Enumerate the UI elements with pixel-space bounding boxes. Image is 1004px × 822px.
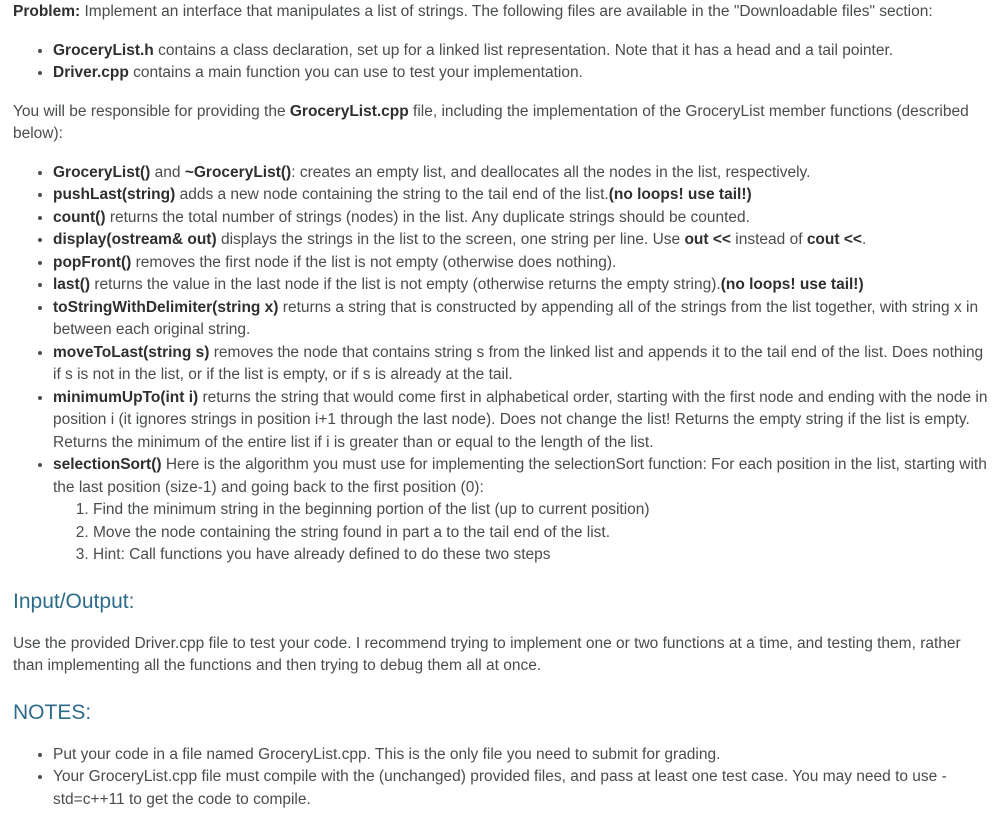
function-desc: and: [150, 163, 185, 181]
function-desc: displays the strings in the list to the screen, one string per line. Use: [216, 231, 685, 248]
code-snippet: out <<: [684, 231, 731, 248]
responsibility-paragraph: [13, 101, 988, 146]
function-note: (no loops! use tail!): [608, 186, 752, 203]
function-name: moveToLast(string s): [53, 343, 210, 361]
function-name: last(): [53, 276, 91, 293]
problem-text: Implement an interface that manipulates a list of strings. The following files are available in the "Downloadable files" section:: [80, 3, 933, 20]
function-name: ~GroceryList(): [184, 163, 292, 181]
file-desc: contains a main function you can use to test your implementation.: [128, 64, 583, 81]
function-item-selectionsort: [53, 454, 988, 567]
io-paragraph: Use the provided Driver.cpp file to test your code. I recommend trying to implement one or two functions at a time, and testing them, rather than implementing all the functions and then trying to debug them all at once.: [13, 634, 961, 674]
function-item-pushlast: [53, 184, 988, 207]
notes-heading: NOTES:: [13, 700, 92, 724]
functions-list: [13, 162, 988, 567]
function-name: minimumUpTo(int i): [53, 388, 199, 406]
function-item-display: [53, 229, 988, 252]
function-item-constructor: [53, 162, 988, 185]
function-desc: : creates an empty list, and deallocates all the nodes in the list, respectively.: [291, 163, 811, 181]
function-desc: removes the first node if the list is not empty (otherwise does nothing).: [131, 253, 617, 271]
list-item: • Put your code in a file named GroceryList.cpp. This is the only file you need to submit for grading.: [53, 744, 988, 767]
function-item-popfront: [53, 252, 988, 275]
function-name: toStringWithDelimiter(string x): [53, 298, 279, 316]
list-item: [53, 62, 988, 85]
function-name: selectionSort(): [53, 456, 162, 473]
problem-statement: [13, 1, 988, 24]
function-item-tostringwithdelimiter: [53, 297, 988, 342]
function-desc: returns a string that is constructed by appending all of the strings from the list together, with string x in between each original string.: [53, 298, 979, 338]
list-item: [53, 40, 988, 63]
file-name: GroceryList.h: [53, 41, 154, 59]
function-item-count: [53, 207, 988, 230]
code-snippet: cout <<: [806, 231, 862, 248]
function-desc: removes the node that contains string s from the linked list and appends it to the tail end of the list. Does nothing if s is not in the list, or if the list is empty, or if s is already at the tail.: [53, 343, 984, 383]
function-desc: .: [861, 231, 867, 248]
function-item-movetolast: [53, 342, 988, 387]
io-heading: Input/Output:: [13, 589, 135, 613]
notes-list: [13, 744, 988, 812]
function-note: (no loops! use tail!): [720, 276, 864, 293]
assignment-page: [0, 1, 988, 811]
function-item-minimumupto: [53, 387, 988, 455]
files-list: [13, 40, 988, 85]
file-name: GroceryList.cpp: [289, 102, 409, 120]
list-item: 2. Move the node containing the string found in part a to the tail end of the list.: [93, 522, 988, 545]
function-name: display(ostream& out): [53, 231, 217, 248]
function-desc: returns the string that would come first in alphabetical order, starting with the first node and ending with the node in position i (it ignores strings in position i+1 through the last node). Does not change the list! Returns the empty string if the list is empty. Returns the minimum of the entire list if i is greater than or equal to the length of the list.: [53, 388, 988, 451]
function-name: popFront(): [53, 253, 132, 271]
list-item: 3. Hint: Call functions you have already defined to do these two steps: [93, 544, 988, 567]
file-name: Driver.cpp: [53, 64, 129, 81]
function-name: count(): [53, 208, 106, 226]
function-desc: returns the value in the last node if the list is not empty (otherwise returns the empty string).: [90, 276, 721, 293]
function-desc: returns the total number of strings (nodes) in the list. Any duplicate strings should be counted.: [105, 208, 750, 226]
function-desc: Here is the algorithm you must use for implementing the selectionSort function: For each position in the list, starting with the last position (size-1) and going back to the first position (0):: [53, 456, 987, 496]
list-item: • Your GroceryList.cpp file must compile with the (unchanged) provided files, and pass at least one test case. You may need to use -std=c++11 to get the code to compile.: [53, 766, 988, 811]
algorithm-steps: [53, 499, 988, 567]
function-item-last: [53, 274, 988, 297]
responsible-text: file, including the implementation of the GroceryList member functions (described below):: [13, 102, 969, 142]
function-name: pushLast(string): [53, 186, 176, 203]
problem-label: Problem:: [13, 3, 81, 20]
list-item: 1. Find the minimum string in the beginning portion of the list (up to current position): [93, 499, 988, 522]
responsible-text: You will be responsible for providing the: [13, 102, 290, 120]
function-desc: instead of: [730, 231, 807, 248]
file-desc: contains a class declaration, set up for a linked list representation. Note that it has a head and a tail pointer.: [153, 41, 894, 59]
function-name: GroceryList(): [53, 163, 151, 181]
function-desc: adds a new node containing the string to the tail end of the list.: [175, 186, 609, 203]
